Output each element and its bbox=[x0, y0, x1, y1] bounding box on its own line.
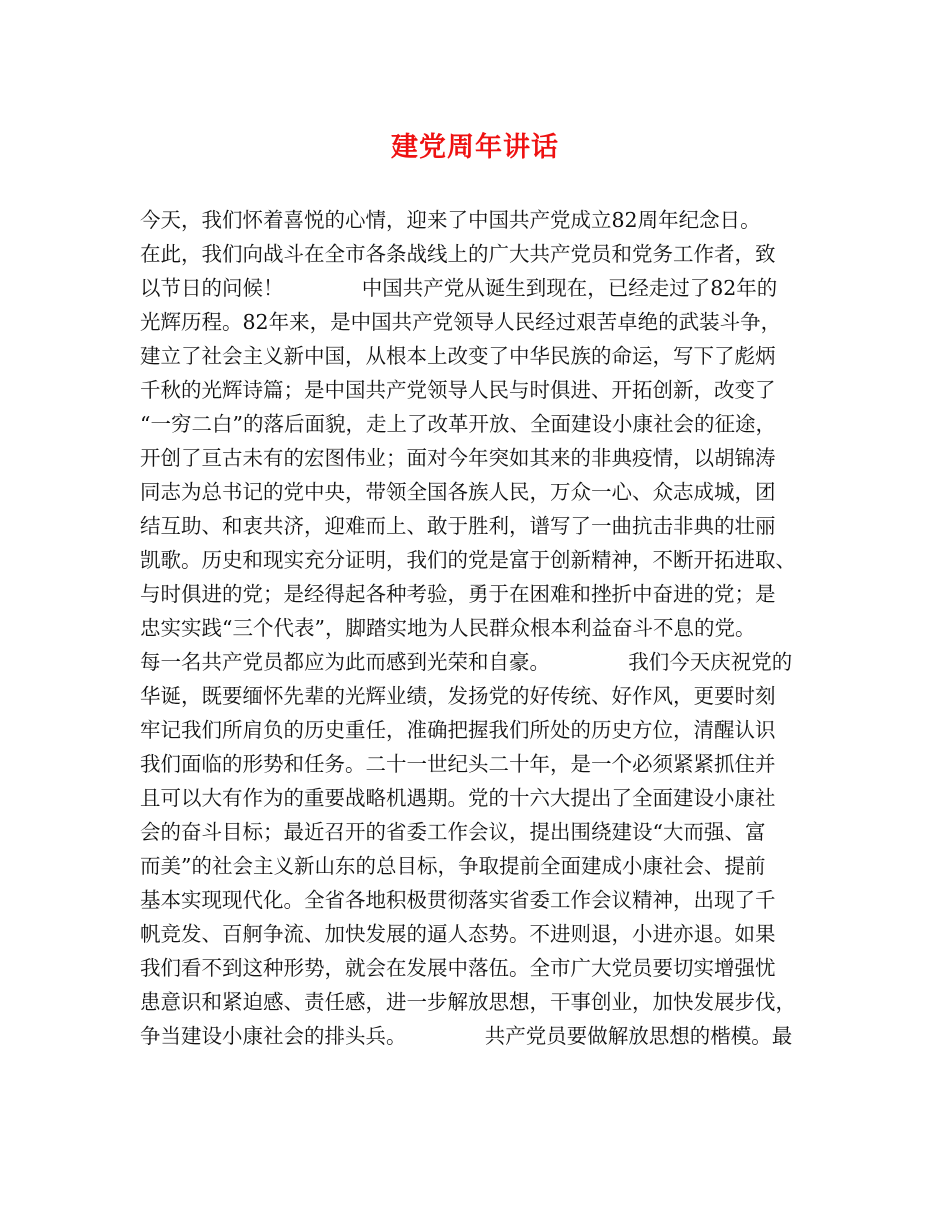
body-line: 开创了亘古未有的宏图伟业；面对今年突如其来的非典疫情，以胡锦涛 bbox=[140, 446, 776, 470]
body-line: 我们看不到这种形势，就会在发展中落伍。全市广大党员要切实增强忧 bbox=[140, 956, 776, 980]
body-line: 千秋的光辉诗篇；是中国共产党领导人民与时俱进、开拓创新，改变了 bbox=[140, 378, 776, 402]
body-line: 光辉历程。82年来，是中国共产党领导人民经过艰苦卓绝的武装斗争， bbox=[140, 310, 782, 334]
body-line: 且可以大有作为的重要战略机遇期。党的十六大提出了全面建设小康社 bbox=[140, 786, 776, 810]
body-line: 帆竞发、百舸争流、加快发展的逼人态势。不进则退，小进亦退。如果 bbox=[140, 922, 776, 946]
body-line: 在此，我们向战斗在全市各条战线上的广大共产党员和党务工作者，致 bbox=[140, 242, 776, 266]
body-line: 忠实实践“三个代表”，脚踏实地为人民群众根本利益奋斗不息的党。 bbox=[140, 616, 756, 640]
body-line: 同志为总书记的党中央，带领全国各族人民，万众一心、众志成城，团 bbox=[140, 480, 776, 504]
body-line: “一穷二白”的落后面貌，走上了改革开放、全面建设小康社会的征途， bbox=[140, 412, 776, 436]
body-line: 患意识和紧迫感、责任感，进一步解放思想，干事创业，加快发展步伐， bbox=[140, 990, 796, 1014]
body-line: 牢记我们所肩负的历史重任，准确把握我们所处的历史方位，清醒认识 bbox=[140, 718, 776, 742]
document-title: 建党周年讲话 bbox=[391, 132, 559, 163]
body-line: 华诞，既要缅怀先辈的光辉业绩，发扬党的好传统、好作风，更要时刻 bbox=[140, 684, 776, 708]
body-line: 建立了社会主义新中国，从根本上改变了中华民族的命运，写下了彪炳 bbox=[140, 344, 776, 368]
body-line: 结互助、和衷共济，迎难而上、敢于胜利，谱写了一曲抗击非典的壮丽 bbox=[140, 514, 776, 538]
body-line: 今天，我们怀着喜悦的心情，迎来了中国共产党成立82周年纪念日。 bbox=[140, 208, 761, 232]
body-line: 会的奋斗目标；最近召开的省委工作会议，提出围绕建设“大而强、富 bbox=[140, 820, 766, 844]
document-body bbox=[140, 203, 830, 1053]
body-line: 凯歌。历史和现实充分证明，我们的党是富于创新精神，不断开拓进取、 bbox=[140, 548, 796, 572]
body-line: 每一名共产党员都应为此而感到光荣和自豪。 我们今天庆祝党的 bbox=[140, 650, 793, 674]
body-line: 与时俱进的党；是经得起各种考验，勇于在困难和挫折中奋进的党；是 bbox=[140, 582, 776, 606]
body-line: 争当建设小康社会的排头兵。 共产党员要做解放思想的楷模。最 bbox=[140, 1024, 793, 1048]
body-line: 以节日的问候！ 中国共产党从诞生到现在，已经走过了82年的 bbox=[140, 276, 778, 300]
body-line: 基本实现现代化。全省各地积极贯彻落实省委工作会议精神，出现了千 bbox=[140, 888, 776, 912]
body-line: 而美”的社会主义新山东的总目标，争取提前全面建成小康社会、提前 bbox=[140, 854, 766, 878]
body-line: 我们面临的形势和任务。二十一世纪头二十年，是一个必须紧紧抓住并 bbox=[140, 752, 776, 776]
